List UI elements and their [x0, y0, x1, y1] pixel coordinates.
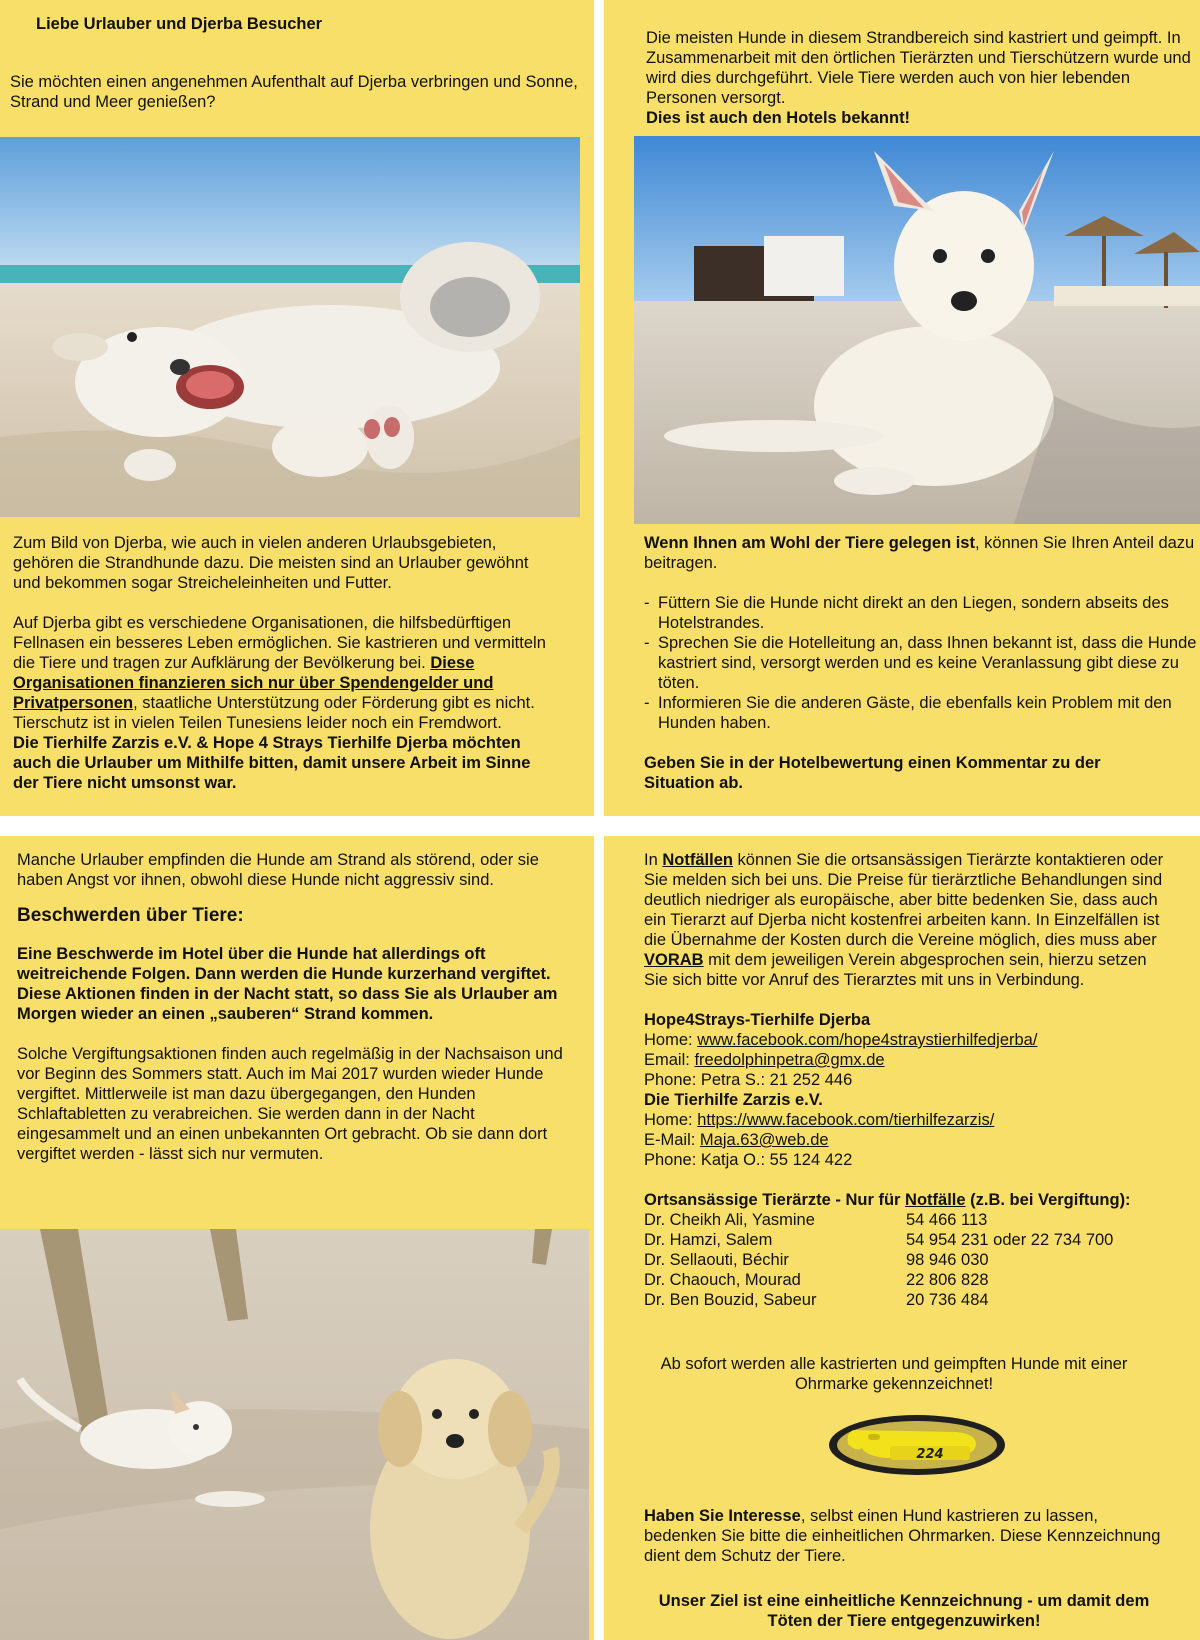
- list-item: - Sprechen Sie die Hotelleitung an, dass Ihnen bekannt ist, dass die Hunde kastriert sind, versorgt werden und es keine Veranlassung gibt diese zu töten.: [644, 633, 1200, 693]
- top-left-body: [13, 533, 558, 793]
- paragraph: [644, 533, 1200, 573]
- paragraph-text: , selbst einen Hund kastrieren zu lassen, bedenken Sie bitte die einheitlichen Ohrmarken. Diese Kennzeichnung dient dem Schutz der Tiere.: [644, 1507, 1161, 1565]
- top-right-body: [644, 533, 1200, 793]
- table-row: [644, 1290, 1113, 1310]
- table-row: [644, 1250, 1113, 1270]
- emphasis-text: Notfälle: [905, 1191, 966, 1209]
- contact-label: E-Mail:: [644, 1131, 700, 1149]
- photo-two-dogs-on-beach: [0, 1229, 589, 1640]
- emphasis-text: Diese Organisationen finanzieren sich nur über Spendengelder und Privatpersonen: [13, 654, 494, 712]
- contact-line: [644, 1150, 1164, 1170]
- vet-name: Dr. Ben Bouzid, Sabeur: [644, 1291, 817, 1309]
- emphasis-text: Wenn Ihnen am Wohl der Tiere gelegen ist: [644, 534, 975, 552]
- contact-hope4strays: [644, 1010, 1164, 1090]
- section-heading: Beschwerden über Tiere:: [17, 905, 244, 926]
- contact-line: [644, 1030, 1164, 1050]
- photo-dog-lying-on-beach: [0, 137, 580, 517]
- paragraph: Die meisten Hunde in diesem Strandbereich sind kastriert und geimpft. In Zusammenarbeit mit den örtlichen Tierärzten und Tierschützern wurde und wird dies durchgeführt. Viele Tiere werden auch von hier lebenden Personen versorgt.: [646, 29, 1191, 107]
- contact-label: Home:: [644, 1111, 698, 1129]
- panel-bottom-left: [0, 836, 594, 1640]
- paragraph-text: mit dem jeweiligen Verein abgesprochen sein, hierzu setzen Sie sich bitte vor Anruf des Tierarztes mit uns in Verbindung.: [644, 951, 1147, 989]
- interest-block: [644, 1506, 1164, 1566]
- panel-bottom-right: [604, 836, 1200, 1640]
- paragraph-text: In: [644, 851, 663, 869]
- list-item: - Füttern Sie die Hunde nicht direkt an den Liegen, sondern abseits des Hotelstrandes.: [644, 593, 1200, 633]
- paragraph-text: Auf Djerba gibt es verschiedene Organisationen, die hilfsbedürftigen Fellnasen ein besseres Leben ermöglichen. Sie kastrieren und vermitteln die Tiere und tragen zur Aufklärung der Bevölkerung bei.: [13, 614, 546, 672]
- contact-line: [644, 1050, 1164, 1070]
- email-link[interactable]: Maja.63@web.de: [699, 1131, 829, 1149]
- paragraph-text: , staatliche Unterstützung oder Förderung gibt es nicht. Tierschutz ist in vielen Teilen Tunesiens leider noch ein Fremdwort.: [13, 694, 535, 732]
- contact-label: Home:: [644, 1031, 698, 1049]
- contact-label: Email:: [644, 1051, 695, 1069]
- panel-top-right: [604, 0, 1200, 816]
- contact-line: [644, 1070, 1164, 1090]
- warning-text: Eine Beschwerde im Hotel über die Hunde hat allerdings oft weitreichende Folgen. Dann werden die Hunde kurzerhand vergiftet. Diese Aktionen finden in der Nacht statt, so dass Sie als Urlauber am Morgen wieder an einen „sauberen“ Strand kommen.: [17, 945, 558, 1023]
- list-item: - Informieren Sie die anderen Gäste, die ebenfalls kein Problem mit den Hunden haben.: [644, 693, 1200, 733]
- email-link[interactable]: freedolphinpetra@gmx.de: [694, 1051, 885, 1069]
- contact-tierhilfe-zarzis: [644, 1090, 1164, 1170]
- table-row: [644, 1230, 1113, 1250]
- heading-text: (z.B. bei Vergiftung):: [965, 1191, 1131, 1209]
- vet-phone: 98 946 030: [906, 1251, 989, 1269]
- eartag-number: 224: [916, 1447, 944, 1462]
- paragraph-text: , können Sie Ihren Anteil dazu beitragen.: [644, 534, 1195, 572]
- page-title: Liebe Urlauber und Djerba Besucher: [36, 15, 323, 33]
- vets-heading: [644, 1190, 1200, 1210]
- goal-statement: Unser Ziel ist eine einheitliche Kennzeichnung - um damit dem Töten der Tiere entgegenzuwirken!: [658, 1592, 1150, 1630]
- vet-name: Dr. Cheikh Ali, Yasmine: [644, 1211, 815, 1229]
- vet-phone: 54 954 231 oder 22 734 700: [906, 1231, 1114, 1249]
- phone-number: 21 252 446: [769, 1071, 853, 1089]
- contact-line: [644, 1110, 1164, 1130]
- phone-number: 55 124 422: [769, 1151, 853, 1169]
- contact-label: Phone: Petra S.:: [644, 1071, 770, 1089]
- paragraph: [644, 1506, 1164, 1566]
- paragraph: Zum Bild von Djerba, wie auch in vielen anderen Urlaubsgebieten, gehören die Strandhunde dazu. Die meisten sind an Urlauber gewöhnt und bekommen sogar Streicheleinheiten und Futter.: [13, 534, 529, 592]
- vet-phone: 54 466 113: [906, 1211, 988, 1229]
- intro-text: Sie möchten einen angenehmen Aufenthalt auf Djerba verbringen und Sonne, Strand und Meer genießen?: [10, 73, 578, 111]
- paragraph: Manche Urlauber empfinden die Hunde am Strand als störend, oder sie haben Angst vor ihnen, obwohl diese Hunde nicht aggressiv sind.: [17, 851, 539, 889]
- appeal-text: Die Tierhilfe Zarzis e.V. & Hope 4 Strays Tierhilfe Djerba möchten auch die Urlauber um Mithilfe bitten, damit unsere Arbeit im Sinne der Tiere nicht umsonst war.: [13, 734, 531, 792]
- vet-name: Dr. Hamzi, Salem: [644, 1231, 773, 1249]
- homepage-link[interactable]: https://www.facebook.com/tierhilfezarzis/: [697, 1111, 995, 1129]
- paragraph-text: können Sie die ortsansässigen Tierärzte kontaktieren oder Sie melden sich bei uns. Die Preise für tierärztliche Behandlungen sind deutlich niedriger als europäische, aber bitte bedenken Sie, dass auch ein Tierarzt auf Djerba nicht kostenfrei arbeiten kann. In Einzelfällen ist die Übernahme der Kosten durch die Vereine möglich, dies muss aber: [644, 851, 1164, 949]
- emphasis-text: Notfällen: [662, 851, 733, 869]
- vet-phone: 22 806 828: [906, 1271, 989, 1289]
- table-row: [644, 1270, 1113, 1290]
- contact-label: Phone: Katja O.:: [644, 1151, 770, 1169]
- vets-table: [644, 1210, 1113, 1310]
- photo-dog-sitting-on-beach: [634, 136, 1200, 524]
- eartag-icon: [826, 1412, 1008, 1478]
- top-right-intro: [646, 28, 1196, 128]
- emergency-text-block: [644, 850, 1164, 1310]
- contact-line: [644, 1130, 1164, 1150]
- tips-list: [644, 593, 1200, 733]
- closing-text: Geben Sie in der Hotelbewertung einen Kommentar zu der Situation ab.: [644, 754, 1101, 792]
- heading-text: Ortsansässige Tierärzte - Nur für: [644, 1191, 906, 1209]
- paragraph: Solche Vergiftungsaktionen finden auch regelmäßig in der Nachsaison und vor Beginn des Sommers statt. Auch im Mai 2017 wurden wieder Hunde vergiftet. Mittlerweile ist man dazu übergegangen, den Hunden Schlaftabletten zu verabreichen. Sie werden dann in der Nacht eingesammelt und an einen unbekannten Ort gebracht. Ob sie dann dort vergiftet werden - lässt sich nur vermuten.: [17, 1045, 563, 1163]
- vet-phone: 20 736 484: [906, 1291, 989, 1309]
- org-name: Die Tierhilfe Zarzis e.V.: [644, 1091, 823, 1109]
- emphasis-text: Haben Sie Interesse: [644, 1507, 801, 1525]
- bottom-left-body: [17, 850, 577, 1164]
- table-row: [644, 1210, 1113, 1230]
- paragraph: [13, 613, 558, 733]
- eartag-note: Ab sofort werden alle kastrierten und geimpften Hunde mit einer Ohrmarke gekennzeichnet!: [660, 1355, 1128, 1393]
- org-name: Hope4Strays-Tierhilfe Djerba: [644, 1011, 871, 1029]
- emphasis-text: VORAB: [644, 951, 704, 969]
- vet-name: Dr. Sellaouti, Béchir: [644, 1251, 789, 1269]
- emphasis-text: Dies ist auch den Hotels bekannt!: [646, 109, 911, 127]
- panel-top-left: [0, 0, 594, 816]
- vet-name: Dr. Chaouch, Mourad: [644, 1271, 801, 1289]
- homepage-link[interactable]: www.facebook.com/hope4straystierhilfedjerba/: [697, 1031, 1038, 1049]
- paragraph: [644, 850, 1164, 990]
